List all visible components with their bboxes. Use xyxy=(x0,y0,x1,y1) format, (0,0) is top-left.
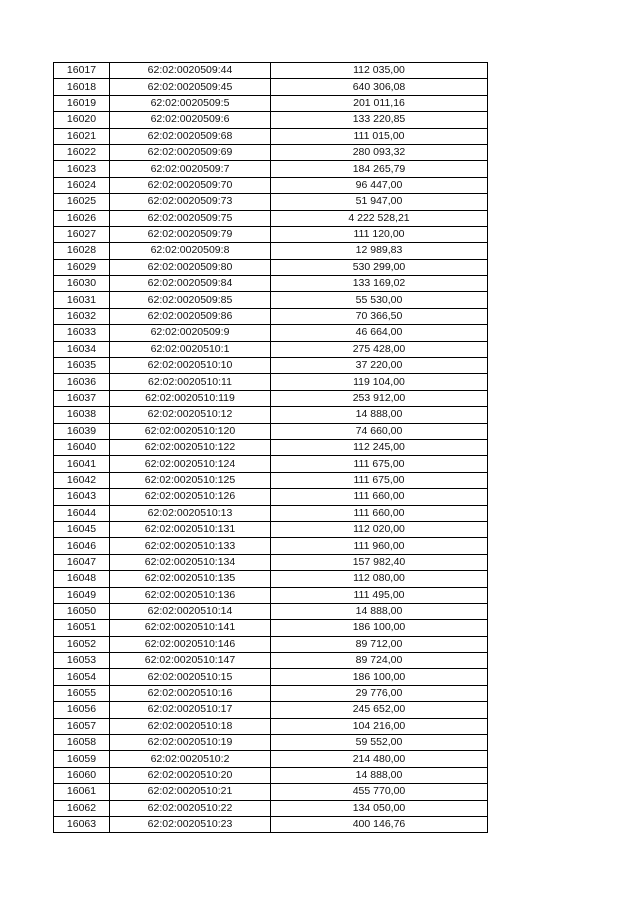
table-row xyxy=(54,79,488,95)
table-row xyxy=(54,702,488,718)
cadastral-number-cell: 62:02:0020510:20 xyxy=(110,767,271,783)
table-body xyxy=(54,63,488,833)
row-number-cell: 16017 xyxy=(54,63,110,79)
row-number-cell: 16059 xyxy=(54,751,110,767)
cadastral-number-cell: 62:02:0020509:7 xyxy=(110,161,271,177)
cadastral-number-cell: 62:02:0020509:75 xyxy=(110,210,271,226)
row-number-cell: 16019 xyxy=(54,95,110,111)
table-row xyxy=(54,751,488,767)
cadastral-value-cell: 133 220,85 xyxy=(271,112,488,128)
cadastral-value-cell: 275 428,00 xyxy=(271,341,488,357)
table-row xyxy=(54,194,488,210)
table-row xyxy=(54,571,488,587)
table-row xyxy=(54,538,488,554)
cadastral-value-cell: 157 982,40 xyxy=(271,554,488,570)
table-row xyxy=(54,489,488,505)
table-row xyxy=(54,423,488,439)
cadastral-number-cell: 62:02:0020509:80 xyxy=(110,259,271,275)
cadastral-number-cell: 62:02:0020509:84 xyxy=(110,276,271,292)
cadastral-number-cell: 62:02:0020510:11 xyxy=(110,374,271,390)
cadastral-number-cell: 62:02:0020510:119 xyxy=(110,390,271,406)
row-number-cell: 16063 xyxy=(54,816,110,832)
cadastral-number-cell: 62:02:0020509:79 xyxy=(110,226,271,242)
row-number-cell: 16027 xyxy=(54,226,110,242)
row-number-cell: 16037 xyxy=(54,390,110,406)
row-number-cell: 16061 xyxy=(54,784,110,800)
cadastral-value-cell: 640 306,08 xyxy=(271,79,488,95)
cadastral-number-cell: 62:02:0020510:17 xyxy=(110,702,271,718)
cadastral-value-cell: 253 912,00 xyxy=(271,390,488,406)
row-number-cell: 16048 xyxy=(54,571,110,587)
row-number-cell: 16055 xyxy=(54,685,110,701)
row-number-cell: 16031 xyxy=(54,292,110,308)
cadastral-value-cell: 184 265,79 xyxy=(271,161,488,177)
cadastral-number-cell: 62:02:0020509:6 xyxy=(110,112,271,128)
table-row xyxy=(54,390,488,406)
table-row xyxy=(54,800,488,816)
cadastral-number-cell: 62:02:0020510:122 xyxy=(110,439,271,455)
row-number-cell: 16050 xyxy=(54,603,110,619)
cadastral-number-cell: 62:02:0020510:23 xyxy=(110,816,271,832)
cadastral-number-cell: 62:02:0020510:133 xyxy=(110,538,271,554)
cadastral-value-cell: 51 947,00 xyxy=(271,194,488,210)
row-number-cell: 16033 xyxy=(54,325,110,341)
cadastral-value-cell: 70 366,50 xyxy=(271,308,488,324)
table-row xyxy=(54,177,488,193)
table-row xyxy=(54,735,488,751)
cadastral-number-cell: 62:02:0020510:141 xyxy=(110,620,271,636)
cadastral-value-cell: 112 080,00 xyxy=(271,571,488,587)
table-row xyxy=(54,292,488,308)
row-number-cell: 16058 xyxy=(54,735,110,751)
table-row xyxy=(54,653,488,669)
cadastral-number-cell: 62:02:0020509:73 xyxy=(110,194,271,210)
cadastral-value-cell: 37 220,00 xyxy=(271,358,488,374)
cadastral-number-cell: 62:02:0020509:45 xyxy=(110,79,271,95)
cadastral-value-cell: 29 776,00 xyxy=(271,685,488,701)
cadastral-number-cell: 62:02:0020510:21 xyxy=(110,784,271,800)
cadastral-value-cell: 133 169,02 xyxy=(271,276,488,292)
row-number-cell: 16020 xyxy=(54,112,110,128)
table-row xyxy=(54,767,488,783)
cadastral-number-cell: 62:02:0020510:22 xyxy=(110,800,271,816)
cadastral-value-cell: 74 660,00 xyxy=(271,423,488,439)
cadastral-number-cell: 62:02:0020509:8 xyxy=(110,243,271,259)
cadastral-value-cell: 111 660,00 xyxy=(271,505,488,521)
cadastral-value-cell: 14 888,00 xyxy=(271,407,488,423)
table-row xyxy=(54,63,488,79)
cadastral-number-cell: 62:02:0020509:69 xyxy=(110,144,271,160)
cadastral-value-cell: 134 050,00 xyxy=(271,800,488,816)
table-row xyxy=(54,95,488,111)
table-row xyxy=(54,308,488,324)
table-row xyxy=(54,587,488,603)
table-row xyxy=(54,718,488,734)
row-number-cell: 16054 xyxy=(54,669,110,685)
cadastral-number-cell: 62:02:0020510:12 xyxy=(110,407,271,423)
cadastral-number-cell: 62:02:0020509:86 xyxy=(110,308,271,324)
row-number-cell: 16056 xyxy=(54,702,110,718)
cadastral-number-cell: 62:02:0020510:134 xyxy=(110,554,271,570)
row-number-cell: 16029 xyxy=(54,259,110,275)
cadastral-value-cell: 111 675,00 xyxy=(271,456,488,472)
table-row xyxy=(54,636,488,652)
cadastral-number-cell: 62:02:0020510:13 xyxy=(110,505,271,521)
cadastral-number-cell: 62:02:0020510:18 xyxy=(110,718,271,734)
cadastral-number-cell: 62:02:0020510:16 xyxy=(110,685,271,701)
cadastral-number-cell: 62:02:0020510:124 xyxy=(110,456,271,472)
cadastral-number-cell: 62:02:0020510:120 xyxy=(110,423,271,439)
cadastral-number-cell: 62:02:0020510:14 xyxy=(110,603,271,619)
row-number-cell: 16040 xyxy=(54,439,110,455)
row-number-cell: 16025 xyxy=(54,194,110,210)
row-number-cell: 16036 xyxy=(54,374,110,390)
cadastral-value-cell: 530 299,00 xyxy=(271,259,488,275)
cadastral-value-cell: 111 960,00 xyxy=(271,538,488,554)
cadastral-number-cell: 62:02:0020510:126 xyxy=(110,489,271,505)
cadastral-value-cell: 111 120,00 xyxy=(271,226,488,242)
cadastral-number-cell: 62:02:0020509:70 xyxy=(110,177,271,193)
row-number-cell: 16045 xyxy=(54,521,110,537)
cadastral-value-cell: 89 724,00 xyxy=(271,653,488,669)
table-row xyxy=(54,669,488,685)
row-number-cell: 16041 xyxy=(54,456,110,472)
table-row xyxy=(54,210,488,226)
row-number-cell: 16039 xyxy=(54,423,110,439)
table-row xyxy=(54,439,488,455)
cadastral-value-table xyxy=(53,62,488,833)
row-number-cell: 16022 xyxy=(54,144,110,160)
table-row xyxy=(54,685,488,701)
row-number-cell: 16021 xyxy=(54,128,110,144)
row-number-cell: 16051 xyxy=(54,620,110,636)
row-number-cell: 16062 xyxy=(54,800,110,816)
cadastral-value-cell: 111 660,00 xyxy=(271,489,488,505)
row-number-cell: 16043 xyxy=(54,489,110,505)
table-row xyxy=(54,341,488,357)
row-number-cell: 16018 xyxy=(54,79,110,95)
cadastral-number-cell: 62:02:0020510:131 xyxy=(110,521,271,537)
cadastral-value-cell: 111 015,00 xyxy=(271,128,488,144)
cadastral-value-cell: 89 712,00 xyxy=(271,636,488,652)
row-number-cell: 16032 xyxy=(54,308,110,324)
cadastral-value-cell: 455 770,00 xyxy=(271,784,488,800)
row-number-cell: 16023 xyxy=(54,161,110,177)
cadastral-value-cell: 112 020,00 xyxy=(271,521,488,537)
table-row xyxy=(54,505,488,521)
cadastral-number-cell: 62:02:0020510:125 xyxy=(110,472,271,488)
row-number-cell: 16057 xyxy=(54,718,110,734)
table-row xyxy=(54,472,488,488)
table-row xyxy=(54,243,488,259)
table-row xyxy=(54,603,488,619)
row-number-cell: 16024 xyxy=(54,177,110,193)
cadastral-value-cell: 201 011,16 xyxy=(271,95,488,111)
table-row xyxy=(54,407,488,423)
cadastral-number-cell: 62:02:0020510:2 xyxy=(110,751,271,767)
cadastral-value-cell: 186 100,00 xyxy=(271,620,488,636)
cadastral-number-cell: 62:02:0020510:10 xyxy=(110,358,271,374)
row-number-cell: 16028 xyxy=(54,243,110,259)
row-number-cell: 16053 xyxy=(54,653,110,669)
row-number-cell: 16034 xyxy=(54,341,110,357)
cadastral-value-cell: 96 447,00 xyxy=(271,177,488,193)
table-row xyxy=(54,554,488,570)
row-number-cell: 16026 xyxy=(54,210,110,226)
table-row xyxy=(54,374,488,390)
table-row xyxy=(54,161,488,177)
table-row xyxy=(54,112,488,128)
cadastral-number-cell: 62:02:0020510:146 xyxy=(110,636,271,652)
cadastral-number-cell: 62:02:0020510:15 xyxy=(110,669,271,685)
table-row xyxy=(54,128,488,144)
table-row xyxy=(54,784,488,800)
row-number-cell: 16044 xyxy=(54,505,110,521)
cadastral-value-cell: 59 552,00 xyxy=(271,735,488,751)
row-number-cell: 16047 xyxy=(54,554,110,570)
cadastral-value-cell: 4 222 528,21 xyxy=(271,210,488,226)
table-row xyxy=(54,816,488,832)
table-row xyxy=(54,144,488,160)
cadastral-value-cell: 280 093,32 xyxy=(271,144,488,160)
table-row xyxy=(54,358,488,374)
cadastral-value-cell: 112 035,00 xyxy=(271,63,488,79)
cadastral-value-cell: 104 216,00 xyxy=(271,718,488,734)
cadastral-number-cell: 62:02:0020509:85 xyxy=(110,292,271,308)
cadastral-number-cell: 62:02:0020510:19 xyxy=(110,735,271,751)
cadastral-value-cell: 214 480,00 xyxy=(271,751,488,767)
cadastral-value-cell: 119 104,00 xyxy=(271,374,488,390)
cadastral-number-cell: 62:02:0020510:135 xyxy=(110,571,271,587)
cadastral-value-cell: 46 664,00 xyxy=(271,325,488,341)
table-row xyxy=(54,521,488,537)
row-number-cell: 16052 xyxy=(54,636,110,652)
cadastral-value-cell: 186 100,00 xyxy=(271,669,488,685)
table-row xyxy=(54,456,488,472)
cadastral-value-cell: 400 146,76 xyxy=(271,816,488,832)
row-number-cell: 16042 xyxy=(54,472,110,488)
table-row xyxy=(54,226,488,242)
cadastral-number-cell: 62:02:0020510:147 xyxy=(110,653,271,669)
cadastral-number-cell: 62:02:0020510:136 xyxy=(110,587,271,603)
cadastral-number-cell: 62:02:0020509:44 xyxy=(110,63,271,79)
cadastral-number-cell: 62:02:0020509:9 xyxy=(110,325,271,341)
cadastral-value-cell: 245 652,00 xyxy=(271,702,488,718)
row-number-cell: 16046 xyxy=(54,538,110,554)
table-row xyxy=(54,259,488,275)
cadastral-value-cell: 14 888,00 xyxy=(271,603,488,619)
cadastral-value-cell: 111 675,00 xyxy=(271,472,488,488)
table-row xyxy=(54,620,488,636)
cadastral-value-cell: 112 245,00 xyxy=(271,439,488,455)
cadastral-value-cell: 12 989,83 xyxy=(271,243,488,259)
cadastral-number-cell: 62:02:0020509:68 xyxy=(110,128,271,144)
cadastral-value-cell: 55 530,00 xyxy=(271,292,488,308)
row-number-cell: 16035 xyxy=(54,358,110,374)
table-row xyxy=(54,325,488,341)
row-number-cell: 16060 xyxy=(54,767,110,783)
row-number-cell: 16049 xyxy=(54,587,110,603)
cadastral-value-cell: 111 495,00 xyxy=(271,587,488,603)
cadastral-value-cell: 14 888,00 xyxy=(271,767,488,783)
cadastral-number-cell: 62:02:0020509:5 xyxy=(110,95,271,111)
cadastral-number-cell: 62:02:0020510:1 xyxy=(110,341,271,357)
table-row xyxy=(54,276,488,292)
row-number-cell: 16030 xyxy=(54,276,110,292)
row-number-cell: 16038 xyxy=(54,407,110,423)
